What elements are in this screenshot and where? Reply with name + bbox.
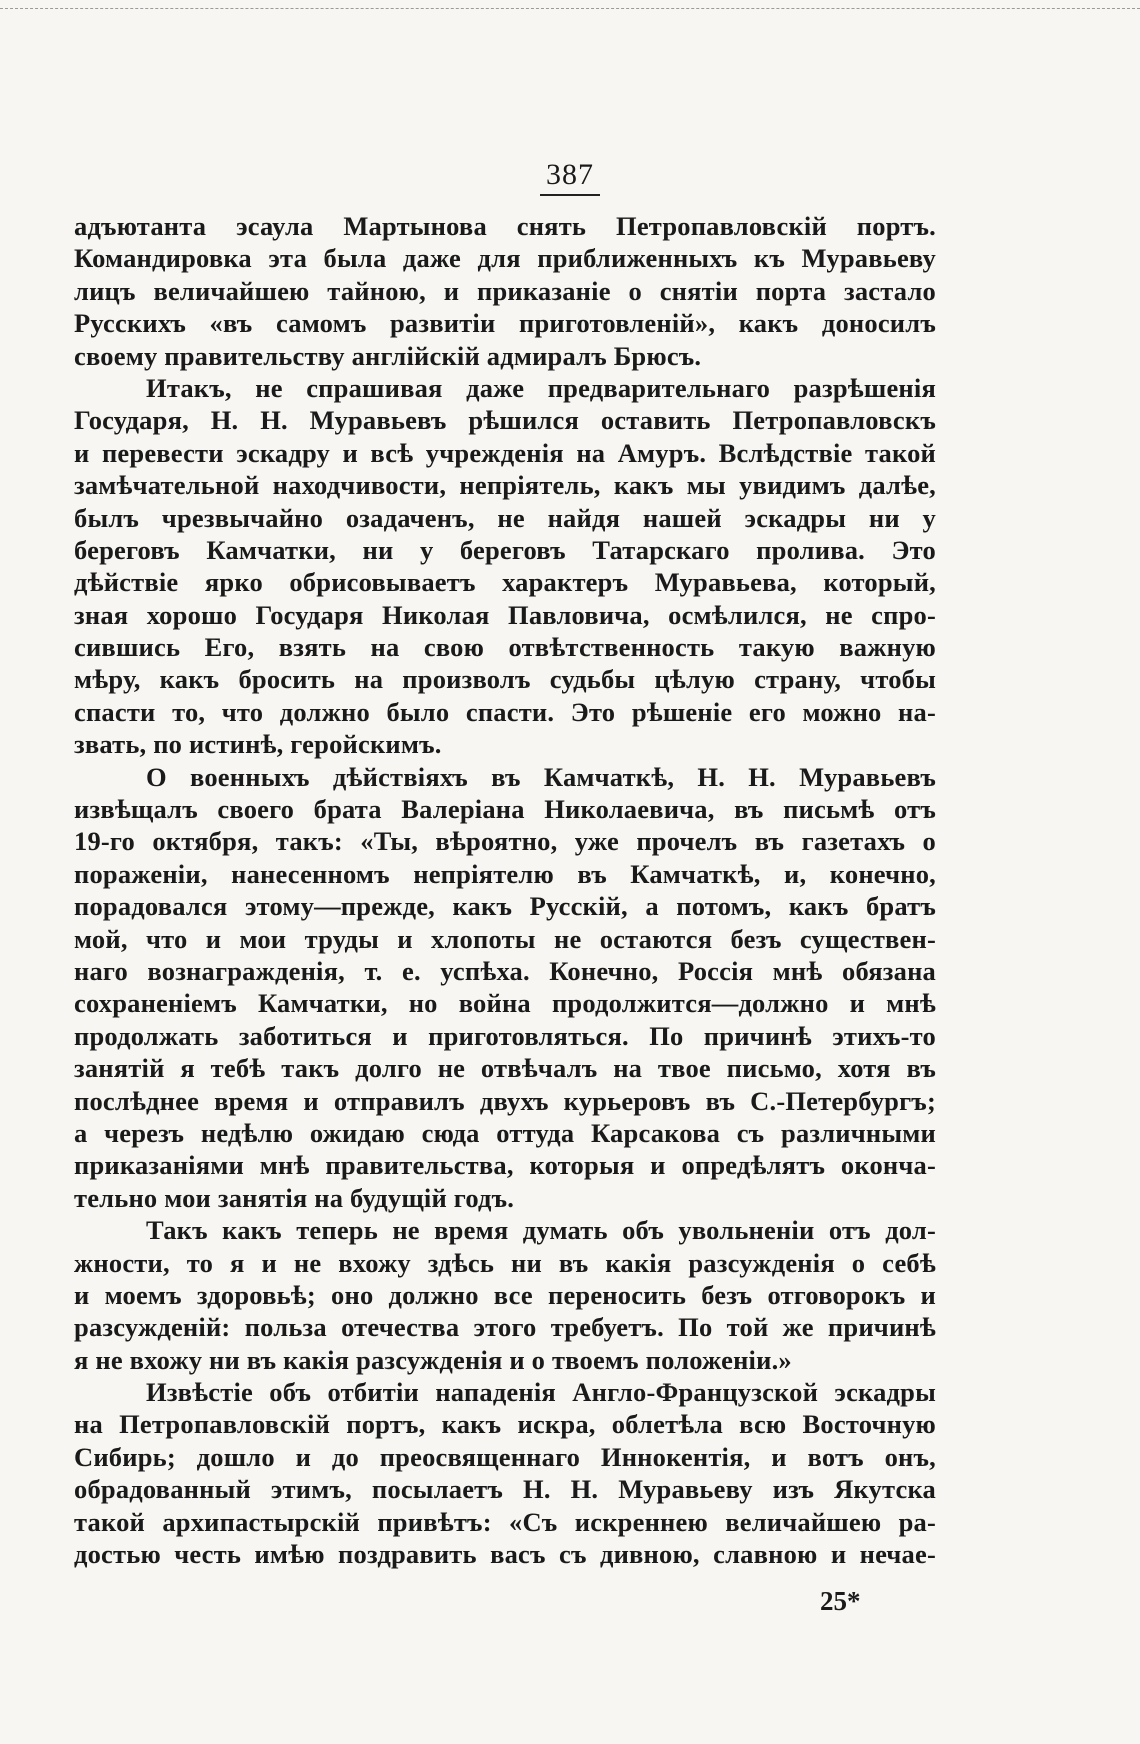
text-line: послѣднее время и отправилъ двухъ курьеровъ въ С.-Петербургъ; [74, 1085, 936, 1116]
page-number-text: 387 [540, 158, 600, 196]
text-line: я не вхожу ни въ какія разсужденія и о твоемъ положеніи.» [74, 1344, 792, 1375]
text-line: продолжать заботиться и приготовляться. По причинѣ этихъ-то [74, 1020, 936, 1051]
text-line: разсужденій: польза отечества этого требуетъ. По той же причинѣ [74, 1312, 936, 1343]
text-line: зная хорошо Государя Николая Павловича, осмѣлился, не спро- [74, 599, 936, 630]
text-line: приказаніями мнѣ правительства, которыя и опредѣлятъ оконча- [74, 1150, 936, 1181]
text-line: Такъ какъ теперь не время думать объ увольненіи отъ дол- [146, 1215, 936, 1246]
top-edge-rule [0, 8, 1140, 9]
text-line: Русскихъ «въ самомъ развитіи приготовленій», какъ доносилъ [74, 308, 936, 339]
text-line: Извѣстіе объ отбитіи нападенія Англо-Французской эскадры [146, 1377, 936, 1408]
text-line: дѣйствіе ярко обрисовываетъ характеръ Муравьева, который, [74, 567, 936, 598]
text-line: занятій я тебѣ такъ долго не отвѣчалъ на твое письмо, хотя въ [74, 1053, 936, 1084]
text-line: звать, по истинѣ, геройскимъ. [74, 729, 442, 760]
text-line: спасти то, что должно было спасти. Это рѣшеніе его можно на- [74, 696, 936, 727]
text-line: пораженіи, нанесенномъ непріятелю въ Камчаткѣ, и, конечно, [74, 858, 936, 889]
text-line: тельно мои занятія на будущій годъ. [74, 1182, 515, 1213]
text-line: наго вознагражденія, т. е. успѣха. Конечно, Россія мнѣ обязана [74, 955, 936, 986]
text-line: и перевести эскадру и всѣ учрежденія на Амуръ. Вслѣдствіе такой [74, 437, 936, 468]
text-line: адъютанта эсаула Мартынова снять Петропавловскій портъ. [74, 211, 936, 241]
text-line: жности, то я и не вхожу здѣсь ни въ какія разсужденія о себѣ [74, 1247, 936, 1278]
signature-mark: 25* [820, 1586, 861, 1616]
text-line: мѣру, какъ бросить на произволъ судьбы цѣлую страну, чтобы [74, 664, 936, 695]
text-line: береговъ Камчатки, ни у береговъ Татарскаго пролива. Это [74, 534, 936, 565]
text-body [74, 210, 936, 1570]
text-line: обрадованный этимъ, посылаетъ Н. Н. Муравьеву изъ Якутска [74, 1474, 936, 1505]
text-line: сохраненіемъ Камчатки, но война продолжится—должно и мнѣ [74, 988, 936, 1019]
page-number [0, 158, 1140, 196]
text-line: замѣчательной находчивости, непріятель, какъ мы увидимъ далѣе, [74, 470, 936, 501]
text-line: на Петропавловскій портъ, какъ искра, облетѣла всю Восточную [74, 1409, 936, 1440]
text-line: и моемъ здоровьѣ; оно должно все переносить безъ отговорокъ и [74, 1279, 936, 1310]
text-line: порадовался этому—прежде, какъ Русскій, а потомъ, какъ братъ [74, 891, 936, 922]
text-line: Государя, Н. Н. Муравьевъ рѣшился оставить Петропавловскъ [74, 405, 936, 436]
text-line: Командировка эта была даже для приближенныхъ къ Муравьеву [74, 243, 936, 274]
text-line: О военныхъ дѣйствіяхъ въ Камчаткѣ, Н. Н. Муравьевъ [146, 761, 936, 792]
text-line: Сибирь; дошло и до преосвященнаго Иннокентія, и вотъ онъ, [74, 1441, 936, 1472]
text-line: а черезъ недѣлю ожидаю сюда оттуда Карсакова съ различными [74, 1117, 936, 1148]
text-line: сившись Его, взять на свою отвѣтственность такую важную [74, 632, 936, 663]
text-line: мой, что и мои труды и хлопоты не остаются безъ существен- [74, 923, 936, 954]
text-line: достью честь имѣю поздравить васъ съ дивною, славною и нечае- [74, 1539, 936, 1570]
text-line: былъ чрезвычайно озадаченъ, не найдя нашей эскадры ни у [74, 502, 936, 533]
text-line: такой архипастырскій привѣтъ: «Съ искреннею величайшею ра- [74, 1506, 936, 1537]
text-line: извѣщалъ своего брата Валеріана Николаевича, въ письмѣ отъ [74, 794, 936, 825]
text-line: 19-го октября, такъ: «Ты, вѣроятно, уже прочелъ въ газетахъ о [74, 826, 936, 857]
text-line: лицъ величайшею тайною, и приказаніе о снятіи порта застало [74, 275, 936, 306]
text-line: Итакъ, не спрашивая даже предварительнаго разрѣшенія [146, 372, 936, 403]
text-line: своему правительству англійскій адмиралъ Брюсъ. [74, 340, 702, 371]
